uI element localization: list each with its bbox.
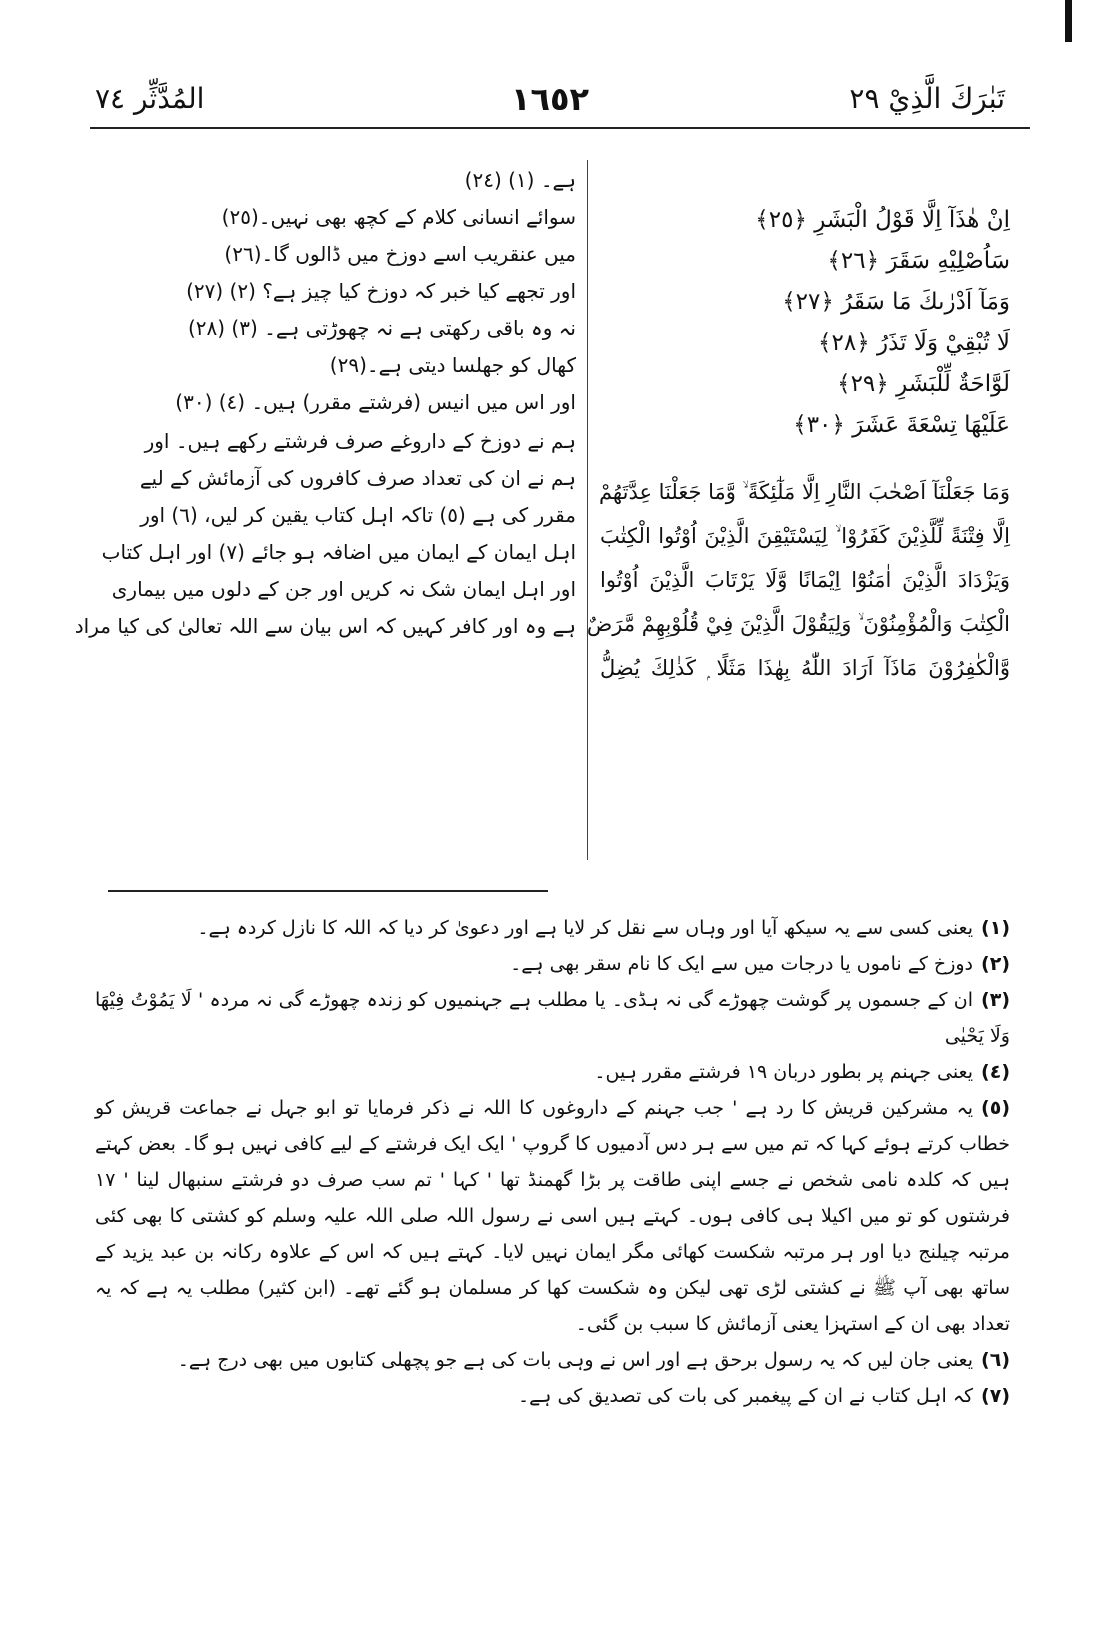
arabic-paragraph-line: وَّالْكٰفِرُوْنَ مَاذَآ اَرَادَ اللّٰهُ بِهٰذَا مَثَلًا ۭ كَذٰلِكَ يُضِلُّ (600, 656, 1010, 680)
ayah: لَا تُبْقِيْ وَلَا تَذَرُ ﴿٢٨﴾ (818, 330, 1010, 356)
footnote-text: یعنی جان لیں کہ یہ رسول برحق ہے اور اس نے وہی بات کی ہے جو پچھلی کتابوں میں بھی درج ہے۔ (177, 1349, 974, 1371)
arabic-paragraph-line: وَمَا جَعَلْنَآ اَصْحٰبَ النَّارِ اِلَّا مَلٰٓئِكَةً ۙ وَّمَا جَعَلْنَا عِدَّتَهُمْ (598, 480, 1010, 504)
arabic-paragraph-line: الْكِتٰبَ وَالْمُؤْمِنُوْنَ ۙ وَلِيَقُوْلَ الَّذِيْنَ فِيْ قُلُوْبِهِمْ مَّرَضٌ (586, 612, 1010, 636)
footnote (95, 1342, 1010, 1378)
header-part-name: تَبٰرَكَ الَّذِيْ ٢٩ (849, 82, 1005, 115)
header-page-number: ١٦٥٢ (510, 80, 590, 118)
footnote-number: (٦) (981, 1349, 1010, 1371)
footnote-number: (٥) (981, 1097, 1010, 1119)
translation-line: کھال کو جھلسا دیتی ہے۔(٢٩) (329, 353, 576, 377)
translation-line: ہے۔ (١) (٢٤) (464, 168, 576, 192)
column-divider (587, 160, 588, 860)
translation-paragraph-line: اہل ایمان کے ایمان میں اضافہ ہو جائے (٧) اور اہل کتاب (101, 540, 576, 564)
ayah: سَاُصْلِيْهِ سَقَرَ ﴿٢٦﴾ (827, 248, 1010, 274)
footnote (95, 910, 1010, 946)
footnotes (95, 910, 1010, 1414)
footnote (95, 946, 1010, 982)
translation-paragraph (74, 423, 576, 645)
translation-paragraph-line: ہم نے ان کی تعداد صرف کافروں کی آزمائش کے لیے (139, 466, 576, 490)
footnote-number: (٣) (981, 989, 1010, 1011)
translation-paragraph-line: ہے وہ اور کافر کہیں کہ اس بیان سے اللہ تعالیٰ کی کیا مراد (74, 614, 576, 638)
footnote-rule (108, 890, 548, 892)
footnote-text: یہ مشرکین قریش کا رد ہے ' جب جہنم کے داروغوں کا اللہ نے ذکر فرمایا تو ابو جہل نے جماعت قریش کو خطاب کرتے ہوئے کہا کہ تم میں سے ہر دس آدمیوں کا گروپ ' ایک ایک فرشتے کے لیے کافی نہیں ہو گا۔ بعض کہتے ہیں کہ کلدہ نامی شخص نے جسے اپنی طاقت پر بڑا گھمنڈ تھا ' کہا ' تم سب صرف دو فرشتے سنبھال لینا ' ١٧ فرشتوں کو تو میں اکیلا ہی کافی ہوں۔ کہتے ہیں اسی نے رسول اللہ صلی اللہ علیہ وسلم کو کشتی کا بھی کئی مرتبہ چیلنج دیا اور ہر مرتبہ شکست کھائی مگر ایمان نہیں لایا۔ کہتے ہیں کہ اس کے علاوہ رکانہ بن عبد یزید کے ساتھ بھی آپ ﷺ نے کشتی لڑی تھی لیکن وہ شکست کھا کر مسلمان ہو گئے تھے۔ (ابن کثیر) مطلب یہ ہے کہ یہ تعداد بھی ان کے استہزا یعنی آزمائش کا سبب بن گئی۔ (95, 1097, 1010, 1335)
footnote-text: یعنی جہنم پر بطور دربان ١٩ فرشتے مقرر ہیں۔ (594, 1061, 974, 1083)
footnote (95, 1054, 1010, 1090)
footnote-number: (٧) (981, 1385, 1010, 1407)
translation-paragraph-line: مقرر کی ہے (٥) تاکہ اہل کتاب یقین کر لیں، (٦) اور (140, 503, 576, 527)
arabic-paragraph-line: وَيَزْدَادَ الَّذِيْنَ اٰمَنُوْٓا اِيْمَانًا وَّلَا يَرْتَابَ الَّذِيْنَ اُوْتُوا (600, 568, 1010, 592)
translation-line: اور تجھے کیا خبر کہ دوزخ کیا چیز ہے؟ (٢) (٢٧) (186, 279, 576, 303)
translation-line: نہ وہ باقی رکھتی ہے نہ چھوڑتی ہے۔ (٣) (٢٨) (187, 316, 576, 340)
footnote-number: (١) (981, 917, 1010, 939)
translation-line: میں عنقریب اسے دوزخ میں ڈالوں گا۔(٢٦) (224, 242, 576, 266)
header-surah-name: المُدَّثِّر ٧٤ (95, 82, 205, 115)
footnote (95, 1090, 1010, 1342)
urdu-translation-column (74, 162, 576, 645)
footnote-text: دوزخ کے ناموں یا درجات میں سے ایک کا نام سقر بھی ہے۔ (510, 953, 974, 975)
footnote-number: (٢) (981, 953, 1010, 975)
footnote-number: (٤) (981, 1061, 1010, 1083)
footnote-text: ان کے جسموں پر گوشت چھوڑے گی نہ ہڈی۔ یا مطلب ہے جہنمیوں کو زندہ چھوڑے گی نہ مردہ ' لَا يَمُوْتُ فِيْهَا وَلَا يَحْيٰى (95, 989, 1010, 1047)
arabic-paragraph-line: اِلَّا فِتْنَةً لِّلَّذِيْنَ كَفَرُوْا ۙ لِيَسْتَيْقِنَ الَّذِيْنَ اُوْتُوا الْكِتٰبَ (600, 524, 1010, 548)
footnote (95, 1378, 1010, 1414)
ayah: وَمَآ اَدْرٰىكَ مَا سَقَرُ ﴿٢٧﴾ (782, 289, 1010, 315)
translation-paragraph-line: ہم نے دوزخ کے داروغے صرف فرشتے رکھے ہیں۔ اور (144, 429, 576, 453)
translation-line: اور اس میں انیس (فرشتے مقرر) ہیں۔ (٤) (٣٠) (175, 390, 576, 414)
ayah: عَلَيْهَا تِسْعَةَ عَشَرَ ﴿٣٠﴾ (793, 412, 1010, 438)
footnote (95, 982, 1010, 1054)
ayah: لَوَّاحَةٌ لِّلْبَشَرِ ﴿٢٩﴾ (837, 371, 1010, 397)
ayah: اِنْ هٰذَآ اِلَّا قَوْلُ الْبَشَرِ ﴿٢٥﴾ (755, 207, 1010, 233)
corner-mark (1065, 0, 1072, 42)
translation-paragraph-line: اور اہل ایمان شک نہ کریں اور جن کے دلوں میں بیماری (111, 577, 576, 601)
footnote-text: کہ اہل کتاب نے ان کے پیغمبر کی بات کی تصدیق کی ہے۔ (518, 1385, 974, 1407)
header-rule (90, 127, 1030, 129)
arabic-paragraph (586, 470, 1010, 690)
translation-line: سوائے انسانی کلام کے کچھ بھی نہیں۔(٢٥) (221, 205, 576, 229)
arabic-text-column (586, 200, 1010, 690)
footnote-text: یعنی کسی سے یہ سیکھ آیا اور وہاں سے نقل کر لایا ہے اور دعویٰ کر دیا کہ اللہ کا نازل کردہ ہے۔ (197, 917, 974, 939)
